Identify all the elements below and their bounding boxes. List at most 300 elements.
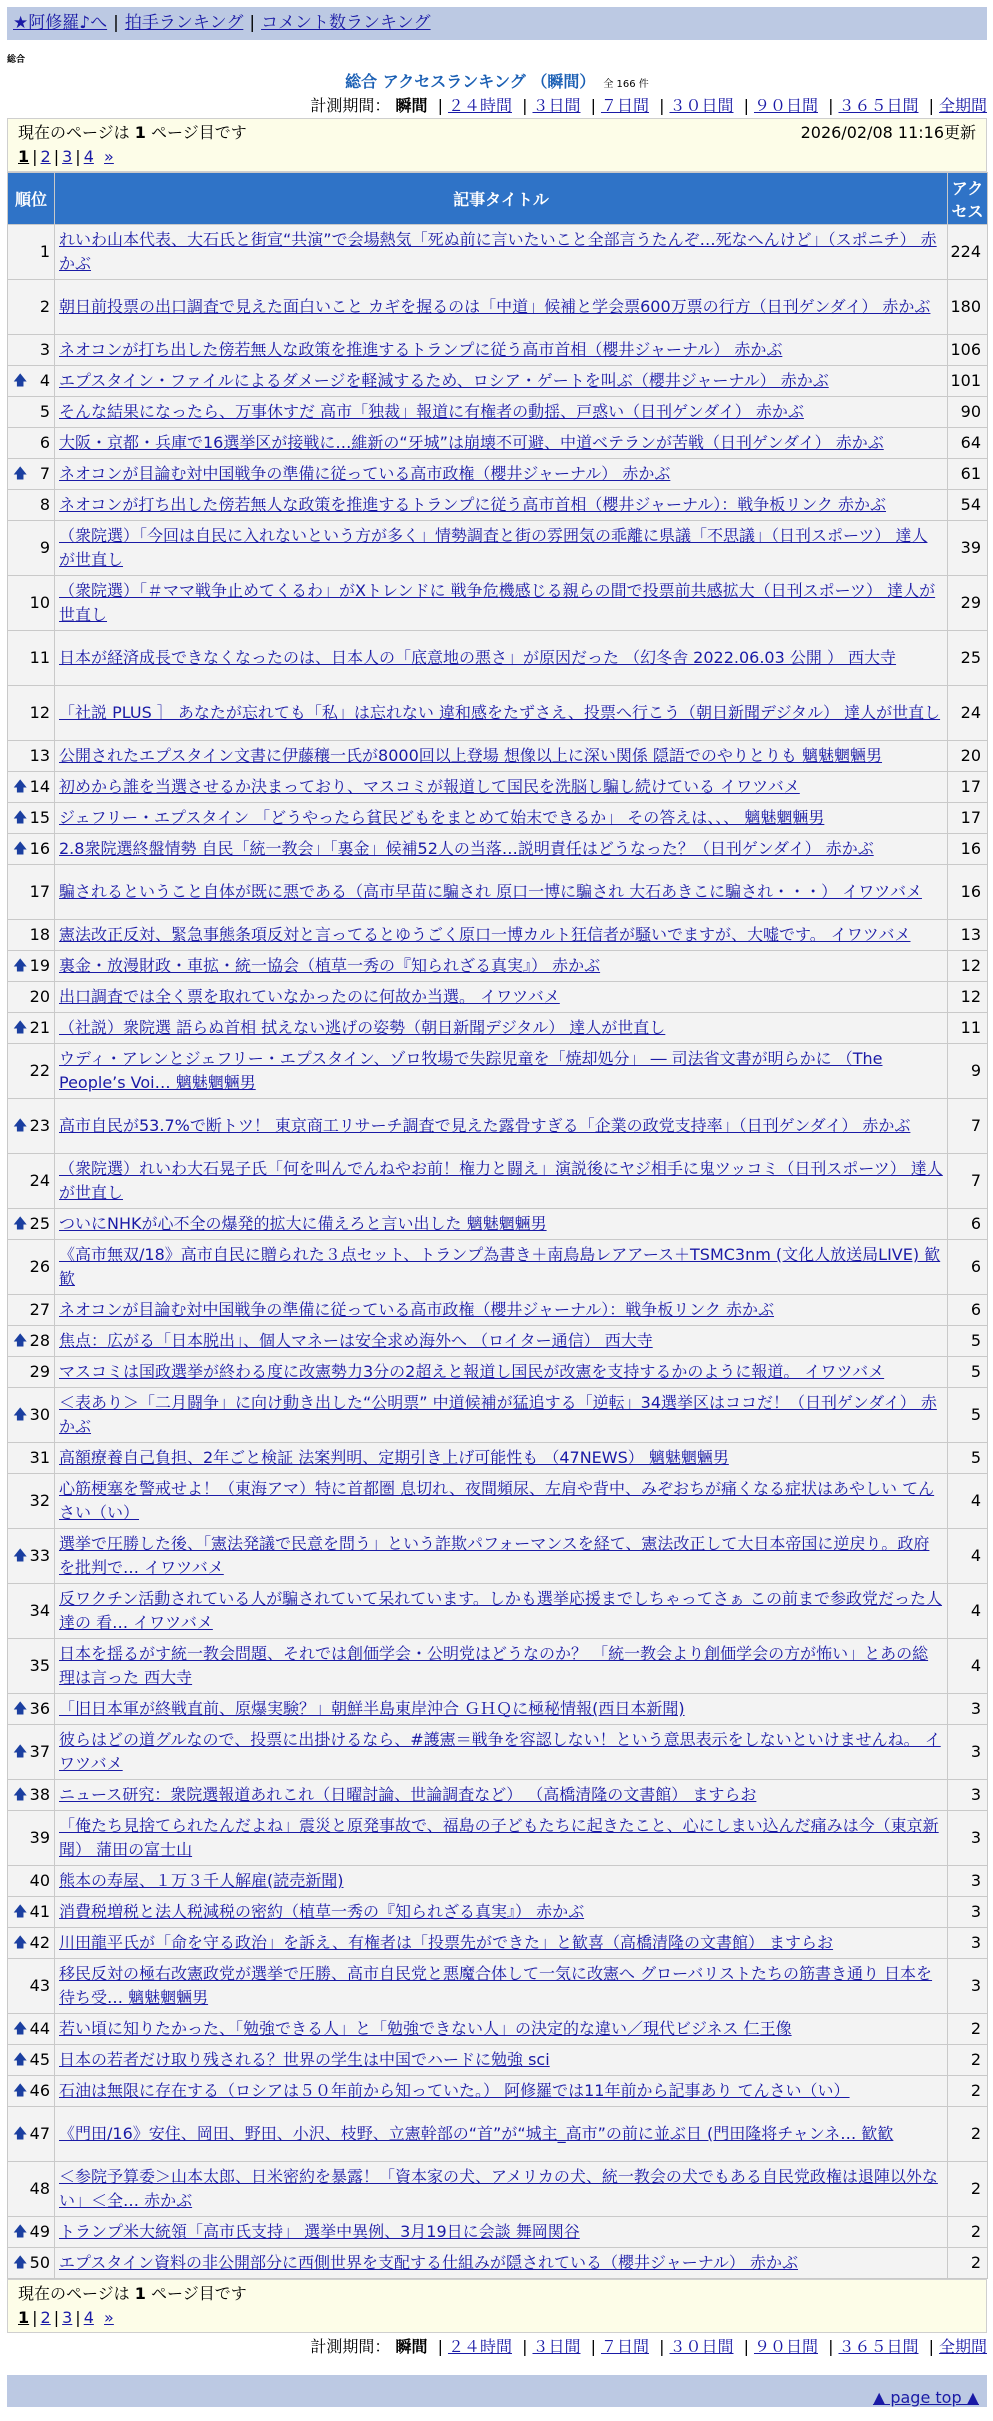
title-cell bbox=[55, 631, 948, 686]
rank-number: 41 bbox=[29, 1902, 50, 1921]
article-link[interactable]: 大阪・京都・兵庫で16選挙区が接戦に…維新の“牙城”は崩壊不可避、中道ベテランが苦戦（日刊ゲンダイ） 赤かぶ bbox=[59, 433, 884, 452]
pagination-current: 1 bbox=[18, 147, 30, 166]
article-link[interactable]: ＜表あり＞「二月闘争」に向け動き出した“公明票” 中道候補が猛追する「逆転」34選挙区はココだ！（日刊ゲンダイ） 赤かぶ bbox=[59, 1393, 937, 1436]
article-link[interactable]: エプスタイン・ファイルによるダメージを軽減するため、ロシア・ゲートを叫ぶ（櫻井ジャーナル） 赤かぶ bbox=[59, 371, 829, 390]
table-row bbox=[8, 1959, 988, 2014]
up-arrow-icon: 🡅 bbox=[13, 1020, 28, 1036]
access-count: 2 bbox=[948, 2217, 988, 2248]
rank-cell bbox=[8, 1099, 55, 1154]
pagination: 1 | 2 | 3 | 4 » bbox=[18, 2308, 114, 2327]
article-link[interactable]: 出口調査では全く票を取れていなかったのに何故か当選。 イワツバメ bbox=[59, 987, 560, 1006]
access-count: 3 bbox=[948, 1928, 988, 1959]
access-count: 101 bbox=[948, 366, 988, 397]
article-link[interactable]: 初めから誰を当選させるか決まっており、マスコミが報道して国民を洗脳し騙し続けている イワツバメ bbox=[59, 777, 800, 796]
period-link-90d[interactable]: ９０日間 bbox=[753, 96, 818, 115]
rank-cell bbox=[8, 1240, 55, 1295]
rank-cell bbox=[8, 631, 55, 686]
rank-number: 37 bbox=[29, 1742, 50, 1761]
title-cell bbox=[55, 2217, 948, 2248]
title-cell bbox=[55, 2107, 948, 2162]
article-link[interactable]: 心筋梗塞を警戒せよ！（東海アマ）特に首都圏 息切れ、夜間頻尿、左肩や背中、みぞおちが痛くなる症状はあやしい てんさい（い） bbox=[59, 1479, 935, 1522]
article-link[interactable]: 高市自民が53.7%で断トツ！ 東京商工リサーチ調査で見えた露骨すぎる「企業の政党支持率」（日刊ゲンダイ） 赤かぶ bbox=[59, 1116, 911, 1135]
article-link[interactable]: 熊本の寿屋、１万３千人解雇(読売新聞) bbox=[59, 1871, 344, 1890]
rank-cell bbox=[8, 1811, 55, 1866]
title-cell bbox=[55, 951, 948, 982]
access-count: 106 bbox=[948, 335, 988, 366]
rank-cell bbox=[8, 2107, 55, 2162]
rank-cell bbox=[8, 834, 55, 865]
top-nav-bar bbox=[7, 7, 987, 40]
ranking-body bbox=[8, 225, 988, 2279]
period-link-24h[interactable]: ２４時間 bbox=[447, 2337, 512, 2356]
rank-cell bbox=[8, 1388, 55, 1443]
rank-number: 43 bbox=[29, 1976, 50, 1995]
access-count: 12 bbox=[948, 982, 988, 1013]
ranking-heading bbox=[7, 70, 987, 94]
title-cell bbox=[55, 2248, 948, 2279]
title-cell bbox=[55, 1357, 948, 1388]
rank-number: 30 bbox=[29, 1405, 50, 1424]
rank-number: 13 bbox=[29, 746, 50, 765]
title-cell bbox=[55, 2162, 948, 2217]
up-arrow-icon: 🡅 bbox=[13, 373, 28, 389]
rank-cell bbox=[8, 1443, 55, 1474]
access-count: 2 bbox=[948, 2248, 988, 2279]
rank-cell bbox=[8, 2217, 55, 2248]
clap-ranking-link[interactable]: 拍手ランキング bbox=[124, 13, 244, 33]
article-link[interactable]: ネオコンが打ち出した傍若無人な政策を推進するトランプに従う高市首相（櫻井ジャーナル） 赤かぶ bbox=[59, 340, 783, 359]
title-cell bbox=[55, 280, 948, 335]
access-count: 61 bbox=[948, 459, 988, 490]
table-row bbox=[8, 2076, 988, 2107]
access-count: 20 bbox=[948, 741, 988, 772]
article-link[interactable]: 裏金・放漫財政・車拡・統一協会（植草一秀の『知られざる真実』） 赤かぶ bbox=[59, 956, 601, 975]
table-row bbox=[8, 1295, 988, 1326]
page-info-top bbox=[7, 118, 987, 172]
rank-cell bbox=[8, 1866, 55, 1897]
table-row bbox=[8, 1866, 988, 1897]
access-count: 16 bbox=[948, 834, 988, 865]
article-link[interactable]: 騙されるということ自体が既に悪である（高市早苗に騙され 原口一博に騙され 大石あきこに騙され・・・） イワツバメ bbox=[59, 882, 922, 901]
access-count: 4 bbox=[948, 1639, 988, 1694]
pagination-page-3[interactable]: 3 bbox=[62, 2308, 73, 2327]
title-cell bbox=[55, 1529, 948, 1584]
access-count: 3 bbox=[948, 1897, 988, 1928]
table-row bbox=[8, 521, 988, 576]
page-info-bottom bbox=[7, 2279, 987, 2333]
access-count: 39 bbox=[948, 521, 988, 576]
table-row bbox=[8, 397, 988, 428]
rank-cell bbox=[8, 2162, 55, 2217]
rank-number: 44 bbox=[29, 2019, 50, 2038]
header-rank: 順位 bbox=[8, 173, 55, 225]
article-link[interactable]: 日本の若者だけ取り残される？世界の学生は中国でハードに勉強 sci bbox=[59, 2050, 550, 2069]
article-link[interactable]: 日本を揺るがす統一教会問題、それでは創価学会・公明党はどうなのか？ 「統一教会より創価学会の方が怖い」とあの総理は言った 西大寺 bbox=[59, 1644, 929, 1687]
title-cell bbox=[55, 490, 948, 521]
access-count: 5 bbox=[948, 1326, 988, 1357]
article-link[interactable]: 焦点：広がる「日本脱出」、個人マネーは安全求め海外へ （ロイター通信） 西大寺 bbox=[59, 1331, 653, 1350]
title-cell bbox=[55, 1811, 948, 1866]
table-row bbox=[8, 772, 988, 803]
table-row bbox=[8, 1811, 988, 1866]
access-count: 2 bbox=[948, 2076, 988, 2107]
rank-cell bbox=[8, 2014, 55, 2045]
article-link[interactable]: 朝日前投票の出口調査で見えた面白いこと カギを握るのは「中道」候補と学会票600万票の行方（日刊ゲンダイ） 赤かぶ bbox=[59, 297, 931, 316]
title-cell bbox=[55, 1639, 948, 1694]
access-count: 2 bbox=[948, 2162, 988, 2217]
rank-number: 42 bbox=[29, 1933, 50, 1952]
access-count: 5 bbox=[948, 1357, 988, 1388]
pagination-page-2[interactable]: 2 bbox=[40, 147, 51, 166]
rank-cell bbox=[8, 459, 55, 490]
home-link[interactable]: ★阿修羅♪へ bbox=[13, 13, 108, 33]
pagination-page-3[interactable]: 3 bbox=[62, 147, 73, 166]
article-link[interactable]: 川田龍平氏が「命を守る政治」を訴え、有権者は「投票先ができた」と歓喜（高橋清隆の文書館） ますらお bbox=[59, 1933, 834, 1952]
table-row bbox=[8, 1099, 988, 1154]
up-arrow-icon: 🡅 bbox=[13, 1216, 28, 1232]
rank-cell bbox=[8, 397, 55, 428]
period-selector: 計測期間： 瞬間 | ２４時間 | ３日間 | ７日間 | ３０日間 | ９０日間 | ３６５日間 | 全期間 bbox=[310, 96, 987, 115]
access-count: 5 bbox=[948, 1443, 988, 1474]
title-cell bbox=[55, 1099, 948, 1154]
access-count: 16 bbox=[948, 865, 988, 920]
article-link[interactable]: 「俺たち見捨てられたんだよね」震災と原発事故で、福島の子どもたちに起きたこと、心にしまい込んだ痛みは今（東京新聞） 蒲田の富士山 bbox=[59, 1816, 939, 1859]
table-row bbox=[8, 2045, 988, 2076]
rank-number: 18 bbox=[29, 925, 50, 944]
rank-cell bbox=[8, 1209, 55, 1240]
pagination-next[interactable]: » bbox=[104, 2308, 114, 2327]
access-count: 3 bbox=[948, 1694, 988, 1725]
article-link[interactable]: ネオコンが目論む対中国戦争の準備に従っている高市政権（櫻井ジャーナル） 赤かぶ bbox=[59, 464, 671, 483]
access-count: 12 bbox=[948, 951, 988, 982]
table-row bbox=[8, 280, 988, 335]
article-link[interactable]: 憲法改正反対、緊急事態条項反対と言ってるとゆうごく原口一博カルト狂信者が騒いでますが、大嘘です。 イワツバメ bbox=[59, 925, 911, 944]
rank-number: 33 bbox=[29, 1546, 50, 1565]
rank-number: 9 bbox=[39, 538, 50, 557]
access-count: 17 bbox=[948, 772, 988, 803]
title-cell bbox=[55, 1959, 948, 2014]
rank-cell bbox=[8, 982, 55, 1013]
period-link-365d[interactable]: ３６５日間 bbox=[838, 2337, 919, 2356]
up-arrow-icon: 🡅 bbox=[13, 2052, 28, 2068]
article-link[interactable]: 移民反対の極右改憲政党が選挙で圧勝、高市自民党と悪魔合体して一気に改憲へ グローバリストたちの筋書き通り 日本を待ち受… 魑魅魍魎男 bbox=[59, 1964, 933, 2007]
rank-number: 38 bbox=[29, 1785, 50, 1804]
period-link-3d[interactable]: ３日間 bbox=[532, 96, 581, 115]
rank-cell bbox=[8, 1295, 55, 1326]
rank-number: 36 bbox=[29, 1699, 50, 1718]
rank-number: 46 bbox=[29, 2081, 50, 2100]
up-arrow-icon: 🡅 bbox=[13, 958, 28, 974]
rank-number: 22 bbox=[29, 1061, 50, 1080]
title-cell bbox=[55, 397, 948, 428]
up-arrow-icon: 🡅 bbox=[13, 1744, 28, 1760]
access-count: 3 bbox=[948, 1866, 988, 1897]
title-cell bbox=[55, 521, 948, 576]
article-link[interactable]: （社説）衆院選 語らぬ首相 拭えない逃げの姿勢（朝日新聞デジタル） 達人が世直し bbox=[59, 1018, 666, 1037]
access-count: 4 bbox=[948, 1584, 988, 1639]
title-cell bbox=[55, 2076, 948, 2107]
rank-number: 26 bbox=[29, 1257, 50, 1276]
title-cell bbox=[55, 1326, 948, 1357]
article-link[interactable]: 《門田/16》安住、岡田、野田、小沢、枝野、立憲幹部の“首”が“城主_高市”の前に並ぶ日 (門田隆将チャンネ… 歓歓 bbox=[59, 2124, 894, 2143]
nav-separator: | bbox=[249, 13, 256, 33]
article-link[interactable]: 若い頃に知りたかった、「勉強できる人」と「勉強できない人」の決定的な違い／現代ビジネス 仁王像 bbox=[59, 2019, 792, 2038]
table-row bbox=[8, 1209, 988, 1240]
rank-number: 5 bbox=[39, 402, 50, 421]
period-link-3d[interactable]: ３日間 bbox=[532, 2337, 581, 2356]
access-count: 7 bbox=[948, 1154, 988, 1209]
rank-cell bbox=[8, 2076, 55, 2107]
article-link[interactable]: エプスタイン資料の非公開部分に西側世界を支配する仕組みが隠されている（櫻井ジャーナル） 赤かぶ bbox=[59, 2253, 799, 2272]
rank-cell bbox=[8, 1959, 55, 2014]
rank-cell bbox=[8, 1154, 55, 1209]
period-link-7d[interactable]: ７日間 bbox=[600, 96, 649, 115]
title-cell bbox=[55, 741, 948, 772]
pagination-page-4[interactable]: 4 bbox=[83, 147, 94, 166]
article-link[interactable]: 高額療養自己負担、2年ごと検証 法案判明、定期引き上げ可能性も （47NEWS） 魑魅魍魎男 bbox=[59, 1448, 729, 1467]
rank-number: 45 bbox=[29, 2050, 50, 2069]
article-link[interactable]: トランプ米大統領「高市氏支持」 選挙中異例、3月19日に会談 舞岡関谷 bbox=[59, 2222, 580, 2241]
rank-cell bbox=[8, 576, 55, 631]
rank-cell bbox=[8, 920, 55, 951]
article-link[interactable]: ウディ・アレンとジェフリー・エプスタイン、ゾロ牧場で失踪児童を「焼却処分」 ― 司法省文書が明らかに （The People’s Voi… 魑魅魍魎男 bbox=[59, 1049, 883, 1092]
title-cell bbox=[55, 1866, 948, 1897]
period-link-all[interactable]: 全期間 bbox=[938, 96, 987, 115]
table-row bbox=[8, 490, 988, 521]
article-link[interactable]: そんな結果になったら、万事休すだ 高市「独裁」報道に有権者の動揺、戸惑い（日刊ゲンダイ） 赤かぶ bbox=[59, 402, 804, 421]
title-cell bbox=[55, 1044, 948, 1099]
table-row bbox=[8, 1013, 988, 1044]
access-count: 9 bbox=[948, 1044, 988, 1099]
access-count: 2 bbox=[948, 2014, 988, 2045]
title-cell bbox=[55, 459, 948, 490]
title-cell bbox=[55, 2014, 948, 2045]
article-link[interactable]: 《高市無双/18》高市自民に贈られた３点セット、トランプ為書き＋南鳥島レアアース＋TSMC3nm (文化人放送局LIVE) 歓歓 bbox=[59, 1245, 941, 1288]
title-cell bbox=[55, 2045, 948, 2076]
title-cell bbox=[55, 1240, 948, 1295]
pagination-next[interactable]: » bbox=[104, 147, 114, 166]
title-cell bbox=[55, 772, 948, 803]
title-cell bbox=[55, 1295, 948, 1326]
rank-cell bbox=[8, 1529, 55, 1584]
article-link[interactable]: 消費税増税と法人税減税の密約（植草一秀の『知られざる真実』） 赤かぶ bbox=[59, 1902, 585, 1921]
rank-cell bbox=[8, 1357, 55, 1388]
rank-cell bbox=[8, 1013, 55, 1044]
rank-number: 28 bbox=[29, 1331, 50, 1350]
table-row bbox=[8, 2014, 988, 2045]
current-page-text: 現在のページは 1 ページ目です bbox=[18, 2284, 247, 2303]
rank-number: 1 bbox=[39, 242, 50, 261]
rank-number: 32 bbox=[29, 1491, 50, 1510]
rank-cell bbox=[8, 366, 55, 397]
article-link[interactable]: 公開されたエプスタイン文書に伊藤穰一氏が8000回以上登場 想像以上に深い関係 隠語でのやりとりも 魑魅魍魎男 bbox=[59, 746, 883, 765]
pagination-page-4[interactable]: 4 bbox=[83, 2308, 94, 2327]
title-cell bbox=[55, 982, 948, 1013]
table-row bbox=[8, 1474, 988, 1529]
rank-cell bbox=[8, 1584, 55, 1639]
table-row bbox=[8, 920, 988, 951]
article-link[interactable]: 反ワクチン活動されている人が騙されていて呆れています。しかも選挙応援までしちゃってさぁ この前まで参政党だった人達の 看… イワツバメ bbox=[59, 1589, 943, 1632]
pagination: 1 | 2 | 3 | 4 » bbox=[18, 147, 114, 166]
rank-number: 35 bbox=[29, 1656, 50, 1675]
updated-time: 2026/02/08 11:16更新 bbox=[800, 123, 976, 142]
table-row bbox=[8, 428, 988, 459]
access-count: 3 bbox=[948, 1811, 988, 1866]
article-link[interactable]: ジェフリー・エプスタイン 「どうやったら貧民どもをまとめて始末できるか」 その答えは、、、 魑魅魍魎男 bbox=[59, 808, 825, 827]
access-count: 6 bbox=[948, 1240, 988, 1295]
title-cell bbox=[55, 335, 948, 366]
rank-cell bbox=[8, 2045, 55, 2076]
title-cell bbox=[55, 428, 948, 459]
rank-cell bbox=[8, 772, 55, 803]
rank-cell bbox=[8, 1780, 55, 1811]
rank-number: 3 bbox=[39, 340, 50, 359]
access-count: 4 bbox=[948, 1474, 988, 1529]
article-link[interactable]: ニュース研究：衆院選報道あれこれ（日曜討論、世論調査など） （高橋清隆の文書館） ますらお bbox=[59, 1785, 757, 1804]
table-row bbox=[8, 1388, 988, 1443]
up-arrow-icon: 🡅 bbox=[13, 2021, 28, 2037]
access-count: 180 bbox=[948, 280, 988, 335]
rank-number: 7 bbox=[39, 464, 50, 483]
period-current: 瞬間 bbox=[395, 2337, 428, 2356]
article-link[interactable]: 選挙で圧勝した後、「憲法発議で民意を問う」という詐欺パフォーマンスを経て、憲法改正して大日本帝国に逆戻り。政府を批判で… イワツバメ bbox=[59, 1534, 930, 1577]
article-link[interactable]: ネオコンが目論む対中国戦争の準備に従っている高市政権（櫻井ジャーナル）：戦争板リンク 赤かぶ bbox=[59, 1300, 775, 1319]
title-cell bbox=[55, 834, 948, 865]
rank-number: 10 bbox=[29, 593, 50, 612]
period-link-30d[interactable]: ３０日間 bbox=[669, 2337, 734, 2356]
period-link-365d[interactable]: ３６５日間 bbox=[838, 96, 919, 115]
table-row bbox=[8, 1694, 988, 1725]
table-row bbox=[8, 951, 988, 982]
up-arrow-icon: 🡅 bbox=[13, 1118, 28, 1134]
rank-number: 31 bbox=[29, 1448, 50, 1467]
rank-number: 2 bbox=[39, 297, 50, 316]
access-count: 25 bbox=[948, 631, 988, 686]
access-count: 64 bbox=[948, 428, 988, 459]
rank-number: 12 bbox=[29, 703, 50, 722]
pagination-current: 1 bbox=[18, 2308, 30, 2327]
rank-number: 34 bbox=[29, 1601, 50, 1620]
rank-cell bbox=[8, 490, 55, 521]
rank-cell bbox=[8, 1474, 55, 1529]
header-access: アクセス bbox=[948, 173, 988, 225]
article-link[interactable]: ＜参院予算委＞山本太郎、日米密約を暴露！「資本家の犬、アメリカの犬、統一教会の犬でもある自民党政権は退陣以外ない」＜全… 赤かぶ bbox=[59, 2167, 938, 2210]
table-row bbox=[8, 2217, 988, 2248]
article-link[interactable]: マスコミは国政選挙が終わる度に改憲勢力3分の2超えと報道し国民が改憲を支持するかのように報道。 イワツバメ bbox=[59, 1362, 885, 1381]
period-link-30d[interactable]: ３０日間 bbox=[669, 96, 734, 115]
up-arrow-icon: 🡅 bbox=[13, 2224, 28, 2240]
table-row bbox=[8, 803, 988, 834]
table-row bbox=[8, 459, 988, 490]
article-link[interactable]: ついにNHKが心不全の爆発的拡大に備えろと言い出した 魑魅魍魎男 bbox=[59, 1214, 547, 1233]
table-row bbox=[8, 631, 988, 686]
access-count: 24 bbox=[948, 686, 988, 741]
table-row bbox=[8, 2107, 988, 2162]
title-cell bbox=[55, 1013, 948, 1044]
access-count: 90 bbox=[948, 397, 988, 428]
up-arrow-icon: 🡅 bbox=[13, 810, 28, 826]
article-link[interactable]: 2.8衆院選終盤情勢 自民「統一教会」「裏金」候補52人の当落…説明責任はどうなった？（日刊ゲンダイ） 赤かぶ bbox=[59, 839, 874, 858]
title-cell bbox=[55, 1154, 948, 1209]
access-count: 7 bbox=[948, 1099, 988, 1154]
article-link[interactable]: 日本が経済成長できなくなったのは、日本人の「底意地の悪さ」が原因だった （幻冬舎 2022.06.03 公開 ） 西大寺 bbox=[59, 648, 897, 667]
article-link[interactable]: （衆院選）れいわ大石晃子氏「何を叫んでんねやお前！権力と闘え」演説後にヤジ相手に鬼ツッコミ（日刊スポーツ） 達人が世直し bbox=[59, 1159, 943, 1202]
article-link[interactable]: （衆院選）「＃ママ戦争止めてくるわ」がXトレンドに 戦争危機感じる親らの間で投票前共感拡大（日刊スポーツ） 達人が世直し bbox=[59, 581, 936, 624]
access-count: 3 bbox=[948, 1780, 988, 1811]
table-row bbox=[8, 2162, 988, 2217]
comment-ranking-link[interactable]: コメント数ランキング bbox=[261, 13, 431, 33]
rank-cell bbox=[8, 428, 55, 459]
page-top-link[interactable]: ▲ page top ▲ bbox=[872, 2388, 979, 2407]
rank-number: 47 bbox=[29, 2124, 50, 2143]
title-cell bbox=[55, 1388, 948, 1443]
rank-cell bbox=[8, 1725, 55, 1780]
rank-cell bbox=[8, 1897, 55, 1928]
title-cell bbox=[55, 1694, 948, 1725]
table-row bbox=[8, 865, 988, 920]
rank-number: 17 bbox=[29, 882, 50, 901]
rank-number: 49 bbox=[29, 2222, 50, 2241]
table-row bbox=[8, 1584, 988, 1639]
period-label: 計測期間： bbox=[310, 2337, 391, 2356]
title-cell bbox=[55, 225, 948, 280]
article-link[interactable]: （衆院選）「今回は自民に入れないという方が多く」情勢調査と街の雰囲気の乖離に県議「不思議」（日刊スポーツ） 達人が世直し bbox=[59, 526, 928, 569]
rank-cell bbox=[8, 280, 55, 335]
up-arrow-icon: 🡅 bbox=[13, 1935, 28, 1951]
rank-number: 29 bbox=[29, 1362, 50, 1381]
rank-cell bbox=[8, 1639, 55, 1694]
table-row bbox=[8, 225, 988, 280]
article-link[interactable]: 石油は無限に存在する（ロシアは５０年前から知っていた。） 阿修羅では11年前から記事あり てんさい（い） bbox=[59, 2081, 850, 2100]
nav-separator: | bbox=[113, 13, 119, 33]
title-cell bbox=[55, 865, 948, 920]
table-row bbox=[8, 576, 988, 631]
table-row bbox=[8, 1326, 988, 1357]
period-selector-bottom: 計測期間： 瞬間 | ２４時間 | ３日間 | ７日間 | ３０日間 | ９０日間 | ３６５日間 | 全期間 bbox=[310, 2337, 987, 2356]
title-cell bbox=[55, 1474, 948, 1529]
article-link[interactable]: れいわ山本代表、大石氏と街宣“共演”で会場熱気「死ぬ前に言いたいこと全部言うたんぞ…死なへんけど」（スポニチ） 赤かぶ bbox=[59, 230, 937, 273]
table-row bbox=[8, 366, 988, 397]
table-row bbox=[8, 1639, 988, 1694]
article-link[interactable]: 「旧日本軍が終戦直前、原爆実験？」朝鮮半島東岸沖合 ＧＨＱに極秘情報(西日本新聞) bbox=[59, 1699, 685, 1718]
title-cell bbox=[55, 1443, 948, 1474]
article-link[interactable]: ネオコンが打ち出した傍若無人な政策を推進するトランプに従う高市首相（櫻井ジャーナル）：戦争板リンク 赤かぶ bbox=[59, 495, 887, 514]
rank-cell bbox=[8, 1694, 55, 1725]
period-link-90d[interactable]: ９０日間 bbox=[753, 2337, 818, 2356]
rank-number: 11 bbox=[29, 648, 50, 667]
title-cell bbox=[55, 1780, 948, 1811]
rank-cell bbox=[8, 951, 55, 982]
article-link[interactable]: 「社説 PLUS ］ あなたが忘れても「私」は忘れない 違和感をたずさえ、投票へ行こう（朝日新聞デジタル） 達人が世直し bbox=[59, 703, 941, 722]
pagination-page-2[interactable]: 2 bbox=[40, 2308, 51, 2327]
up-arrow-icon: 🡅 bbox=[13, 466, 28, 482]
title-cell bbox=[55, 1725, 948, 1780]
rank-number: 27 bbox=[29, 1300, 50, 1319]
rank-cell bbox=[8, 803, 55, 834]
rank-cell bbox=[8, 865, 55, 920]
up-arrow-icon: 🡅 bbox=[13, 2126, 28, 2142]
period-current: 瞬間 bbox=[395, 96, 428, 115]
up-arrow-icon: 🡅 bbox=[13, 1548, 28, 1564]
period-link-24h[interactable]: ２４時間 bbox=[447, 96, 512, 115]
rank-cell bbox=[8, 2248, 55, 2279]
title-cell bbox=[55, 803, 948, 834]
period-link-7d[interactable]: ７日間 bbox=[600, 2337, 649, 2356]
period-link-all[interactable]: 全期間 bbox=[938, 2337, 987, 2356]
table-row bbox=[8, 686, 988, 741]
article-link[interactable]: 彼らはどの道グルなので、投票に出掛けるなら、#護憲＝戦争を容認しない！という意思表示をしないといけませんね。 イワツバメ bbox=[59, 1730, 941, 1773]
table-row bbox=[8, 982, 988, 1013]
